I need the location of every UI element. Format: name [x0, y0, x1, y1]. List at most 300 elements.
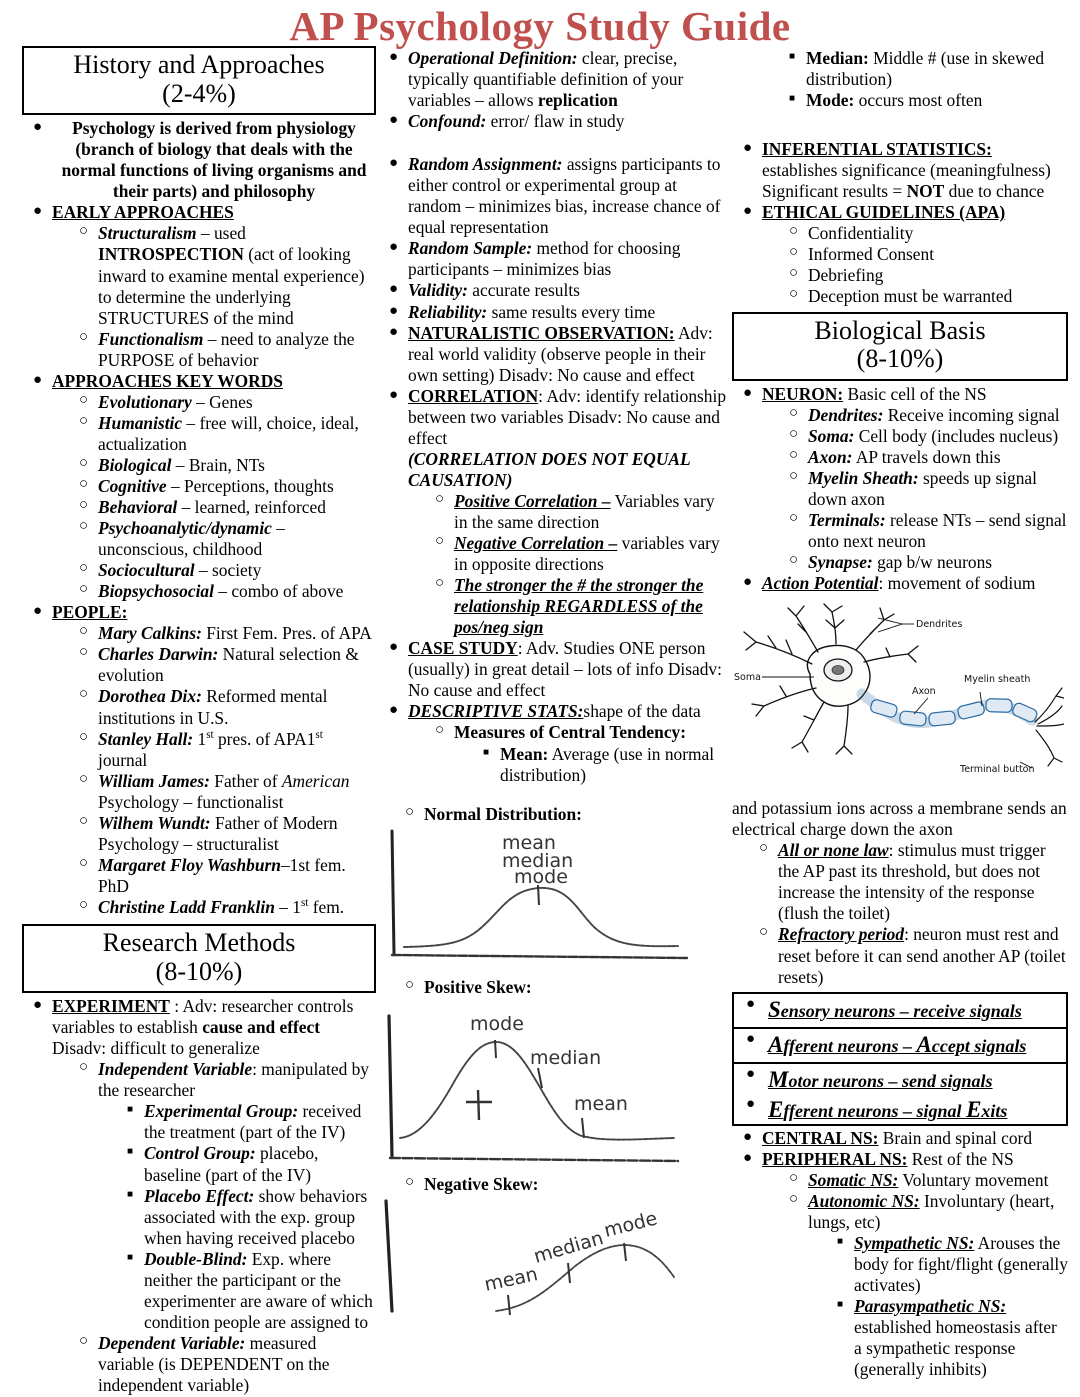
mnemonic-text — [768, 1031, 1027, 1057]
mnemonic-capital-2: E — [966, 1096, 982, 1122]
figure-neuron-diagram — [732, 602, 1068, 792]
bullet-icon: ● — [746, 995, 756, 1012]
circle-bullet-icon: ○ — [405, 1173, 415, 1190]
circle-bullet-icon: ○ — [79, 454, 89, 471]
neuron-mnemonic-box — [732, 992, 1068, 1126]
term: Myelin Sheath: — [808, 467, 919, 488]
person-name: Wilhem Wundt: — [98, 812, 211, 833]
square-bullet-icon: ■ — [127, 1188, 134, 1200]
circle-bullet-icon: ○ — [79, 475, 89, 492]
dash: – — [203, 328, 221, 349]
mnemonic-capital: A — [768, 1031, 784, 1057]
square-bullet-icon: ■ — [483, 746, 490, 758]
mnemonic-capital: S — [768, 996, 781, 1022]
list-item — [780, 286, 1068, 307]
descriptive-sublist — [426, 722, 730, 785]
definition: Receive incoming signal — [883, 404, 1060, 425]
term: Mean: — [500, 743, 549, 764]
person-name: Margaret Floy Washburn — [98, 854, 281, 875]
list-item — [474, 744, 730, 786]
stats-list — [732, 139, 1068, 307]
circle-bullet-icon: ○ — [79, 581, 89, 598]
square-bullet-icon: ■ — [127, 1104, 134, 1116]
term: Autonomic NS: — [808, 1190, 920, 1211]
annotation-median: median — [530, 1046, 602, 1069]
list-item — [118, 1101, 376, 1143]
circle-bullet-icon: ○ — [435, 575, 445, 592]
figure-positive-skew — [378, 998, 730, 1174]
spacer — [732, 111, 1068, 139]
circle-bullet-icon: ○ — [789, 404, 799, 421]
list-item — [780, 244, 1068, 265]
definition: speeds up signal down axon — [808, 467, 1037, 509]
list-item-inferential-statistics — [732, 139, 1068, 202]
person-name: Dorothea Dix: — [98, 686, 202, 707]
negative-skew-label-wrap — [396, 1174, 730, 1195]
list-item — [780, 510, 1068, 552]
term: Psychoanalytic/dynamic — [98, 518, 272, 539]
person-name: Christine Ladd Franklin — [98, 896, 275, 917]
ethical-item: Informed Consent — [808, 244, 935, 265]
section-weight-history: (2-4%) — [162, 78, 236, 108]
term: Negative Correlation – — [454, 533, 618, 554]
mnemonic-capital: E — [768, 1096, 784, 1122]
term: Evolutionary — [98, 391, 192, 412]
list-item-experiment — [22, 996, 376, 1396]
list-item-parasympathetic — [828, 1296, 1068, 1380]
inferential-body-b: due to chance — [944, 181, 1045, 202]
definition: established homeostasis after a sympathetic response (generally inhibits) — [854, 1317, 1057, 1380]
term: Biopsychosocial — [98, 581, 214, 602]
inferential-body — [762, 160, 1068, 202]
definition: – unconscious, childhood — [98, 518, 285, 560]
list-item — [780, 90, 1068, 111]
definition: – combo of above — [213, 581, 344, 602]
spacer — [378, 786, 730, 804]
circle-bullet-icon: ○ — [79, 728, 89, 745]
definition: need to analyze the PURPOSE of behavior — [98, 328, 355, 370]
circle-bullet-icon: ○ — [759, 840, 769, 857]
section-header-biological — [732, 312, 1068, 381]
definition: release NTs – send signal onto next neuron — [808, 509, 1067, 552]
bullet-icon: ● — [743, 140, 753, 157]
term: Validity: — [408, 280, 468, 301]
list-item — [70, 771, 376, 813]
list-item-dependent-variable — [70, 1333, 376, 1396]
list-item-correlation — [378, 386, 730, 639]
diagram-label-axon: Axon — [912, 686, 936, 698]
list-item — [118, 1249, 376, 1333]
circle-bullet-icon: ○ — [435, 533, 445, 550]
annotation-median: median — [531, 1226, 606, 1268]
list-item-people — [22, 602, 376, 918]
person-name: William James: — [98, 770, 210, 791]
definition: (act of looking inward to examine mental experience) to determine the underlying STRUCTURES of the mind — [98, 244, 365, 328]
case-study-body: : Adv. Studies ONE person (usually) in great detail – lots of info Disadv: No cause and effect — [408, 638, 722, 701]
naturalistic-header: NATURALISTIC OBSERVATION: — [408, 322, 675, 343]
circle-bullet-icon: ○ — [789, 446, 799, 463]
circle-bullet-icon: ○ — [79, 560, 89, 577]
naturalistic-body: Adv: real world validity (observe people in their own setting) Disadv: No cause and effect — [408, 322, 713, 385]
diagram-label-myelin: Myelin sheath — [964, 674, 1031, 686]
list-item — [70, 392, 376, 413]
circle-bullet-icon: ○ — [759, 924, 769, 941]
list-item — [426, 491, 730, 533]
term: Positive Correlation – — [454, 490, 611, 511]
person-name: Mary Calkins: — [98, 623, 202, 644]
circle-bullet-icon: ○ — [79, 623, 89, 640]
early-approaches-sublist — [70, 223, 376, 370]
term: Independent Variable — [98, 1059, 253, 1080]
term: Structuralism — [98, 223, 197, 244]
early-approaches-header: EARLY APPROACHES — [52, 202, 234, 223]
mnemonic-capital-2: A — [916, 1031, 932, 1057]
bullet-icon: ● — [33, 119, 43, 136]
experiment-lead: : Adv: researcher controls variables to establish — [52, 996, 354, 1038]
term: Somatic NS: — [808, 1169, 899, 1190]
term: Axon: — [808, 446, 853, 467]
list-item-central-tendency — [426, 722, 730, 785]
term: Experimental Group: — [144, 1101, 299, 1122]
circle-bullet-icon: ○ — [789, 1190, 799, 1207]
intro-rest: (branch of biology that deals with the normal functions of living organisms and their parts) and philosophy — [61, 139, 367, 202]
term: Humanistic — [98, 412, 183, 433]
action-potential-continued: and potassium ions across a membrane sends an electrical charge down the axon — [732, 798, 1067, 840]
definition: Middle # (use in skewed distribution) — [806, 48, 1045, 90]
bullet-icon: ● — [389, 302, 399, 319]
inferential-body-a: establishes significance (meaningfulness) Significant results = — [762, 160, 1051, 202]
definition: assigns participants to either control or experimental group at random – minimizes bias, increase chance of equal representation — [408, 154, 721, 238]
diagram-label-dendrites: Dendrites — [916, 619, 963, 631]
list-item — [70, 413, 376, 455]
bullet-icon: ● — [743, 1149, 753, 1166]
list-item-neuron — [732, 384, 1068, 573]
circle-bullet-icon: ○ — [789, 509, 799, 526]
mnemonic-capital: M — [768, 1066, 789, 1092]
section-title-research: Research Methods — [102, 927, 296, 957]
list-item — [780, 405, 1068, 426]
list-item — [70, 813, 376, 855]
bullet-icon: ● — [746, 1095, 756, 1112]
list-item-intro — [22, 118, 376, 202]
definition: : manipulated by the researcher — [98, 1059, 370, 1101]
person-desc: Natural selection & evolution — [98, 644, 359, 686]
definition: clear, precise, typically quantifiable definition of your variables – allows — [408, 48, 684, 111]
circle-bullet-icon: ○ — [789, 1169, 799, 1186]
list-item — [70, 686, 376, 728]
normal-dist-label-wrap — [396, 804, 730, 825]
central-tendency-sublist — [474, 744, 730, 786]
definition: placebo, baseline (part of the IV) — [144, 1143, 319, 1185]
list-item — [118, 1143, 376, 1185]
section-weight-biological: (8-10%) — [856, 344, 944, 374]
list-item-negative-skew — [396, 1174, 730, 1195]
list-item — [750, 840, 1068, 924]
list-item — [426, 575, 730, 638]
list-item — [70, 855, 376, 897]
term: Sociocultural — [98, 560, 195, 581]
list-item-positive-skew — [396, 977, 730, 998]
spacer — [378, 132, 730, 154]
definition: Voluntary movement — [898, 1169, 1049, 1190]
circle-bullet-icon: ○ — [79, 391, 89, 408]
term: Biological — [98, 454, 172, 475]
square-bullet-icon: ■ — [127, 1146, 134, 1158]
mnemonic-rest: otor neurons – send signals — [788, 1070, 993, 1091]
list-item-naturalistic-observation — [378, 323, 730, 386]
term: Behavioral — [98, 497, 178, 518]
term: The stronger the # the stronger the relationship REGARDLESS of the pos/neg sign — [454, 575, 704, 638]
list-item — [780, 48, 1068, 90]
neuron-parts-list — [780, 405, 1068, 573]
term: All or none law — [778, 840, 889, 861]
term: Refractory period — [778, 924, 905, 945]
emphasis: replication — [537, 90, 618, 111]
definition: : neuron must rest and reset before it can send another AP (toilet resets) — [778, 924, 1066, 987]
circle-bullet-icon: ○ — [789, 425, 799, 442]
list-item — [780, 265, 1068, 286]
list-item-independent-variable — [70, 1059, 376, 1333]
term: Random Sample: — [408, 238, 533, 259]
circle-bullet-icon: ○ — [789, 244, 799, 261]
term: Operational Definition: — [408, 48, 578, 68]
figure-label-normal: Normal Distribution: — [424, 803, 582, 824]
approaches-keywords-header: APPROACHES KEY WORDS — [52, 370, 283, 391]
bullet-icon: ● — [389, 155, 399, 172]
action-potential-sublist — [750, 840, 1068, 987]
term: Random Assignment: — [408, 154, 563, 175]
list-item — [780, 426, 1068, 447]
list-item-random-assignment — [378, 154, 730, 238]
definition: show behaviors associated with the exp. group when having received placebo — [144, 1185, 368, 1248]
list-item-validity — [378, 280, 730, 301]
people-sublist — [70, 623, 376, 918]
annotation-median: median — [502, 849, 574, 872]
circle-bullet-icon: ○ — [789, 286, 799, 303]
neuron-header: NEURON: — [762, 383, 844, 404]
list-item — [70, 476, 376, 497]
definition: method for choosing participants – minimizes bias — [408, 238, 681, 280]
ethical-item: Deception must be warranted — [808, 286, 1013, 307]
circle-bullet-icon: ○ — [789, 552, 799, 569]
section-title-history: History and Approaches — [73, 50, 325, 79]
person-desc: – 1st fem. — [274, 896, 345, 917]
mnemonic-rest: ensory neurons – receive signals — [780, 1000, 1022, 1021]
list-item-random-sample — [378, 238, 730, 280]
definition: : stimulus must trigger the AP past its threshold, but does not increase the intensity of the response (flush the toilet) — [778, 840, 1046, 924]
definition: received the treatment (part of the IV) — [144, 1101, 362, 1143]
list-item — [780, 552, 1068, 573]
mnemonic-afferent — [734, 1029, 1066, 1064]
list-item — [426, 533, 730, 575]
experiment-rest: Disadv: difficult to generalize — [52, 1038, 260, 1059]
list-item — [70, 897, 376, 918]
central-tendency-label: Measures of Central Tendency: — [454, 722, 687, 743]
mnemonic-rest: fferent neurons – — [783, 1035, 917, 1056]
correlation-body: : Adv: identify relationship between two variables Disadv: No cause and effect — [408, 385, 727, 448]
annotation-mean: mean — [502, 831, 556, 854]
circle-bullet-icon: ○ — [79, 328, 89, 345]
definition: Brain and spinal cord — [878, 1127, 1033, 1148]
list-item — [780, 223, 1068, 244]
list-item-approaches-keywords — [22, 371, 376, 603]
inferential-emphasis: NOT — [906, 181, 945, 202]
bullet-icon: ● — [389, 323, 399, 340]
person-desc: Father of Modern Psychology – structuralist — [98, 812, 338, 854]
list-item — [118, 1186, 376, 1249]
figure-label-negative: Negative Skew: — [424, 1173, 539, 1194]
mnemonic-rest-2: xits — [981, 1100, 1008, 1121]
list-item-action-potential — [732, 573, 1068, 594]
history-list — [22, 118, 376, 918]
circle-bullet-icon: ○ — [79, 497, 89, 514]
term: Synapse: — [808, 552, 873, 573]
definition: – free will, choice, ideal, actualization — [98, 412, 359, 454]
definition: gap b/w neurons — [872, 552, 993, 573]
term: Mode: — [806, 90, 855, 111]
column-stats-and-biological — [732, 0, 1068, 1380]
list-item — [70, 223, 376, 328]
list-item — [750, 924, 1068, 987]
definition: – society — [194, 560, 262, 581]
list-item-peripheral-ns — [732, 1149, 1068, 1381]
circle-bullet-icon: ○ — [79, 518, 89, 535]
methods-terms-list — [378, 48, 730, 786]
list-item — [780, 447, 1068, 468]
central-tendency-remainder — [780, 48, 1068, 111]
list-item-central-ns — [732, 1128, 1068, 1149]
bullet-icon: ● — [389, 702, 399, 719]
definition: error/ flaw in study — [486, 111, 625, 132]
bullet-icon: ● — [389, 639, 399, 656]
dash: – used — [196, 223, 246, 244]
definition: Rest of the NS — [907, 1148, 1014, 1169]
definition: Involuntary (heart, lungs, etc) — [808, 1190, 1055, 1232]
person-desc: First Fem. Pres. of APA — [201, 623, 372, 644]
circle-bullet-icon: ○ — [79, 412, 89, 429]
diagram-label-terminal: Terminal button — [960, 764, 1035, 776]
circle-bullet-icon: ○ — [79, 812, 89, 829]
mnemonic-motor — [734, 1064, 1066, 1094]
case-study-header: CASE STUDY — [408, 638, 518, 659]
list-item — [70, 497, 376, 518]
research-methods-list — [22, 996, 376, 1396]
ethical-item: Debriefing — [808, 265, 884, 286]
mnemonic-efferent — [734, 1094, 1066, 1124]
definition: Arouses the body for fight/flight (generally activates) — [854, 1232, 1068, 1295]
mnemonic-sensory — [734, 994, 1066, 1029]
bullet-icon: ● — [33, 603, 43, 620]
annotation-mean: mean — [482, 1262, 540, 1296]
definition: – Brain, NTs — [171, 454, 265, 475]
definition: – Perceptions, thoughts — [166, 475, 334, 496]
intro-lead: Psychology is derived from physiology — [72, 118, 356, 139]
list-item — [70, 455, 376, 476]
figure-normal-distribution — [378, 825, 730, 977]
definition: occurs most often — [854, 90, 983, 111]
term: Terminals: — [808, 509, 886, 530]
term: Sympathetic NS: — [854, 1232, 975, 1253]
bullet-icon: ● — [743, 1128, 753, 1145]
definition: measured variable (is DEPENDENT on the independent variable) — [98, 1332, 330, 1395]
definition: AP travels down this — [852, 446, 1001, 467]
mnemonic-text — [768, 1096, 1008, 1122]
ethical-sublist — [780, 223, 1068, 307]
square-bullet-icon: ■ — [837, 1298, 844, 1310]
annotation-mean: mean — [574, 1092, 628, 1115]
term: Cognitive — [98, 475, 167, 496]
list-item — [70, 518, 376, 560]
list-item — [780, 468, 1068, 510]
bullet-icon: ● — [33, 997, 43, 1014]
autonomic-sublist — [828, 1233, 1068, 1380]
figure-label-positive: Positive Skew: — [424, 976, 532, 997]
circle-bullet-icon: ○ — [435, 722, 445, 739]
bullet-icon: ● — [746, 1030, 756, 1047]
person-desc: Reformed mental institutions in U.S. — [98, 686, 328, 728]
positive-skew-label-wrap — [396, 977, 730, 998]
list-item — [70, 581, 376, 602]
definition: – Genes — [191, 391, 253, 412]
column-research-methods-continued — [378, 0, 730, 1315]
list-item-case-study — [378, 638, 730, 701]
bullet-icon: ● — [389, 49, 399, 65]
descriptive-body: shape of the data — [583, 701, 701, 722]
term: Control Group: — [144, 1143, 256, 1164]
term: Median: — [806, 48, 869, 68]
list-item-early-approaches — [22, 202, 376, 370]
bullet-icon: ● — [389, 112, 399, 129]
term: Functionalism — [98, 328, 204, 349]
circle-bullet-icon: ○ — [79, 1332, 89, 1349]
circle-bullet-icon: ○ — [79, 223, 89, 240]
definition: accurate results — [467, 280, 580, 301]
person-desc: Father of American Psychology – functionalist — [98, 770, 350, 812]
circle-bullet-icon: ○ — [79, 1059, 89, 1076]
ethical-item: Confidentiality — [808, 223, 914, 244]
bullet-icon: ● — [743, 574, 753, 591]
circle-bullet-icon: ○ — [789, 467, 799, 484]
experiment-sublist — [70, 1059, 376, 1396]
list-item-reliability — [378, 302, 730, 323]
mnemonic-text — [768, 1066, 993, 1092]
term: Placebo Effect: — [144, 1185, 255, 1206]
bullet-icon: ● — [33, 371, 43, 388]
list-item — [70, 560, 376, 581]
circle-bullet-icon: ○ — [405, 803, 415, 820]
neuron-list — [732, 384, 1068, 594]
neuron-rest: Basic cell of the NS — [843, 383, 987, 404]
mnemonic-text — [768, 996, 1022, 1022]
section-weight-research: (8-10%) — [155, 956, 243, 986]
correlation-caution: (CORRELATION DOES NOT EQUAL CAUSATION) — [408, 448, 690, 490]
term: Soma: — [808, 425, 855, 446]
correlation-sublist — [426, 491, 730, 638]
list-item-operational-definition — [378, 48, 730, 111]
mnemonic-rest-2: ccept signals — [931, 1035, 1027, 1056]
section-header-history — [22, 46, 376, 115]
term: Dendrites: — [808, 404, 884, 425]
person-name: Stanley Hall: — [98, 728, 194, 749]
emphasis: INTROSPECTION — [98, 244, 244, 265]
figure-negative-skew — [378, 1195, 730, 1315]
correlation-header: CORRELATION — [408, 385, 539, 406]
list-item-autonomic — [780, 1191, 1068, 1380]
circle-bullet-icon: ○ — [789, 223, 799, 240]
person-desc: 1st pres. of APA1st journal — [98, 728, 328, 770]
annotation-mode: mode — [601, 1207, 660, 1242]
circle-bullet-icon: ○ — [79, 770, 89, 787]
